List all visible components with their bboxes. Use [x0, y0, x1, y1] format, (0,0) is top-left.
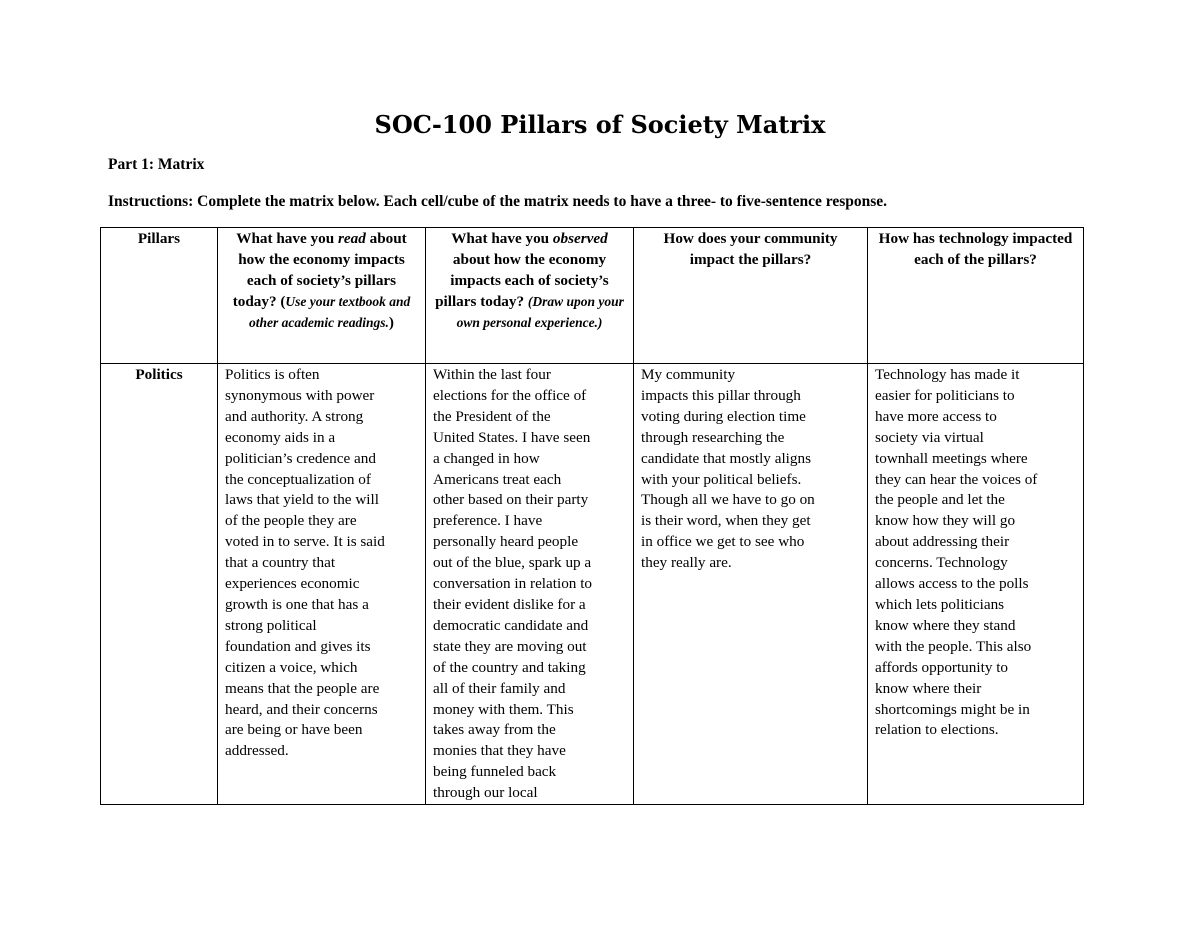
cell-read [218, 364, 426, 805]
part-heading [108, 156, 204, 174]
header-read-pre: What have you [236, 230, 338, 247]
header-observed-pre: What have you [451, 230, 553, 247]
pillar-label: Politics [135, 366, 183, 383]
cell-read-text: Politics is often synonymous with power and authority. A strong economy aids in a politician’s credence and the conceptualization of laws that yield to the will of the people they are voted in to serve. It is said that a country that experiences economic growth is one that has a strong political foundation and gives its citizen a voice, which means that the people are heard, and their concerns are being or have been addressed. [225, 366, 385, 760]
cell-technology-text: Technology has made it easier for politicians to have more access to society via virtual townhall meetings where they can hear the voices of the people and let the know how they will go about addressing their concerns. Technology allows access to the polls which lets politicians know where they stand with the people. This also affords opportunity to know where their shortcomings might be in relation to elections. [875, 366, 1038, 739]
header-read-close: ) [388, 313, 394, 331]
header-observed-post: about how the economy impacts each of society’s pillars today? [435, 250, 609, 310]
header-row [101, 228, 1084, 364]
part-value: Matrix [157, 156, 205, 173]
instructions-label: Instructions: [108, 193, 194, 210]
header-technology-label: How has technology impacted each of the pillars? [878, 230, 1073, 268]
cell-community-text: My community impacts this pillar through voting during election time through researching the candidate that mostly aligns with your political beliefs. Though all we have to go on is their word, when they get in office we get to see who they really are. [641, 366, 815, 572]
header-pillars [101, 228, 218, 364]
header-read [218, 228, 426, 364]
document-title: SOC-100 Pillars of Society Matrix [374, 110, 826, 139]
header-observed-emphasis: observed [552, 230, 608, 247]
header-observed [426, 228, 634, 364]
cell-technology [868, 364, 1084, 805]
cell-observed [426, 364, 634, 805]
table-row [101, 364, 1084, 805]
header-observed-note: (Draw upon your own personal experience.) [456, 293, 624, 330]
header-community-label: How does your community impact the pillars? [663, 230, 838, 268]
cell-observed-text: Within the last four elections for the office of the President of the United States. I have seen a changed in how Americans treat each other based on their party preference. I have personally heard people out of the blue, spark up a conversation in relation to their evident dislike for a democratic candidate and state they are moving out of the country and taking all of their family and money with them. This takes away from the monies that they have being funneled back through our local [433, 366, 593, 802]
cell-community [634, 364, 868, 805]
part-label: Part 1: [108, 156, 155, 173]
instructions [108, 193, 1108, 211]
header-community [634, 228, 868, 364]
header-read-post: about how the economy impacts each of society’s pillars today? ( [232, 230, 407, 310]
row-pillar-name [101, 364, 218, 805]
header-read-emphasis: read [337, 230, 366, 247]
pillars-matrix-table [100, 227, 1084, 805]
header-pillars-label: Pillars [137, 230, 181, 247]
instructions-text: Complete the matrix below. Each cell/cube of the matrix needs to have a three- to five-sentence response. [197, 193, 888, 210]
header-read-note: Use your textbook and other academic readings. [249, 293, 411, 330]
header-technology [868, 228, 1084, 364]
